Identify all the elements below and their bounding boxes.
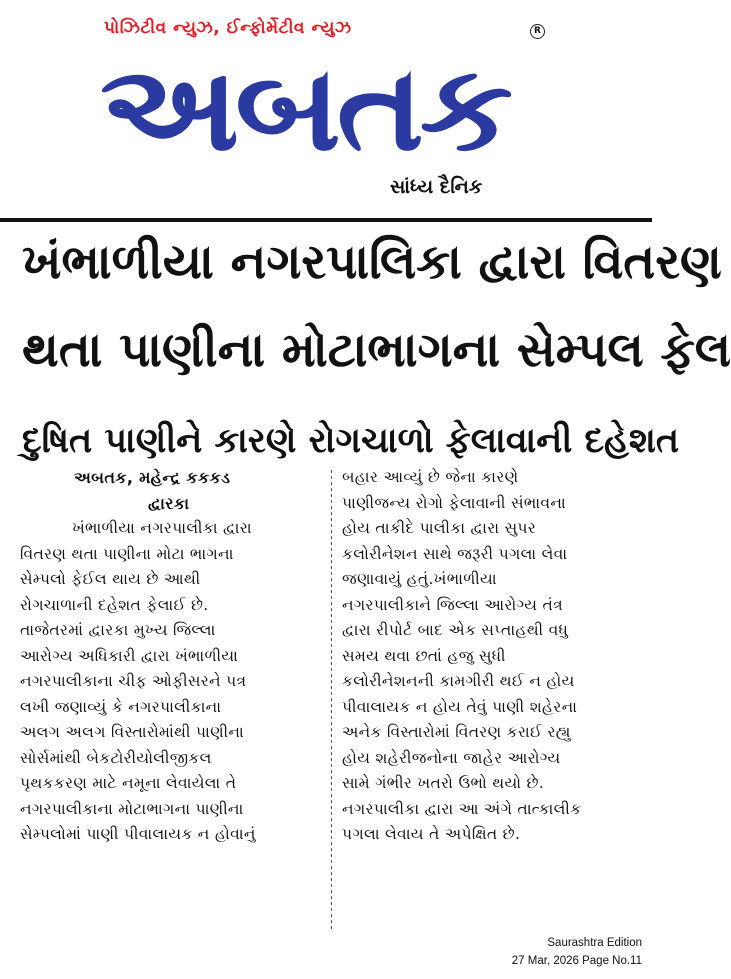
body-line: વિતરણ થતા પાણીના મોટા ભાગના (20, 544, 234, 563)
body-line: પીવાલાયક ન હોય તેવું પાણી શહેરના (342, 697, 578, 716)
body-line: લખી જણાવ્યું કે નગરપાલીકાના (20, 697, 222, 716)
masthead-tagline: પોઝિટીવ ન્યુઝ, ઈન્ફોર્મેટીવ ન્યુઝ (104, 18, 352, 38)
body-line: જણાવાયું હતું.ખંભાળીયા (342, 570, 497, 588)
body-line: સેમ્પલો ફેઈલ થાય છે આથી (20, 570, 201, 588)
body-line: રોગચાળાની દહેશત ફેલાઈ છે. (20, 595, 209, 614)
edition-label: Saurashtra Edition (547, 937, 642, 949)
masthead (0, 0, 652, 222)
masthead-divider (0, 218, 652, 222)
body-line: નગરપાલીકાને જિલ્લા આરોગ્ય તંત્ર (342, 595, 563, 614)
body-line: આરોગ્ય અધિકારી દ્વારા ખંભાળીયા (20, 646, 239, 665)
body-line: પૃથકકરણ માટે નમૂના લેવાયેલા તે (20, 774, 237, 792)
body-line: બહાર આવ્યું છે જેના કારણે (342, 468, 519, 486)
body-line: પાણીજન્ય રોગો ફેલાવાની સંભાવના (342, 493, 566, 512)
column-divider (331, 470, 332, 930)
body-line: સેમ્પલોમાં પાણી પીવાલાયક ન હોવાનું (20, 825, 256, 843)
body-line: નગરપાલીકા દ્વારા આ અંગે તાત્કાલીક (342, 799, 582, 818)
body-line: કલોરીનેશન સાથે જરૂરી પગલા લેવા (342, 544, 568, 563)
body-line: નગરપાલીકાના મોટાભાગના પાણીના (20, 799, 244, 818)
headline-line-1: ખંભાળીયા નગરપાલિકા દ્વારા વિતરણ (22, 234, 722, 290)
subheadline: દુષિત પાણીને કારણે રોગચાળો ફેલાવાની દહેશત (22, 421, 680, 461)
edition-type-label: સાંધ્ય દૈનિક (390, 176, 483, 198)
registered-trademark-icon: R (530, 24, 545, 39)
newspaper-logo: અબતક (100, 39, 509, 177)
body-line: અનેક વિસ્તારોમાં વિતરણ કરાઈ રહ્યુ (342, 723, 571, 741)
article-column-left (20, 465, 320, 848)
body-line: દ્વારા રીપોર્ટ બાદ એક સપ્તાહથી વધુ (342, 621, 569, 639)
body-line: તાજેતરમાં દ્વારકા મુખ્ય જિલ્લા (20, 621, 216, 639)
body-line: પગલા લેવાય તે અપેક્ષિત છે. (342, 825, 521, 843)
body-line: કલોરીનેશનની કામગીરી થઈ ન હોય (342, 672, 575, 690)
body-line: હોય શહેરીજનોના જાહેર આરોગ્ય (342, 748, 561, 767)
body-line: સામે ગંભીર ખતરો ઉભો થયો છે. (342, 774, 545, 792)
byline: અબતક, મહેન્દ્ર કકકડ (74, 468, 231, 487)
date-page-label: 27 Mar, 2026 Page No.11 (511, 955, 642, 967)
body-line: અલગ અલગ વિસ્તારોમાંથી પાણીના (20, 723, 244, 741)
body-line: સમય થવા છતાં હજુ સુધી (342, 646, 506, 665)
dateline: દ્વારકા (148, 493, 190, 513)
body-line: સોર્સમાંથી બેકટોરીયોલીજીકલ (20, 748, 212, 767)
headline-line-2: થતા પાણીના મોટાભાગના સેમ્પલ ફેલ (22, 322, 731, 378)
article-column-right (342, 465, 636, 848)
body-line: ખંભાળીયા નગરપાલીકા દ્વારા (72, 519, 252, 537)
body-line: નગરપાલીકાના ચીફ ઓફીસરને પત્ર (20, 672, 247, 690)
body-line: હોય તાકીદે પાલીકા દ્વારા સુપર (342, 519, 537, 537)
